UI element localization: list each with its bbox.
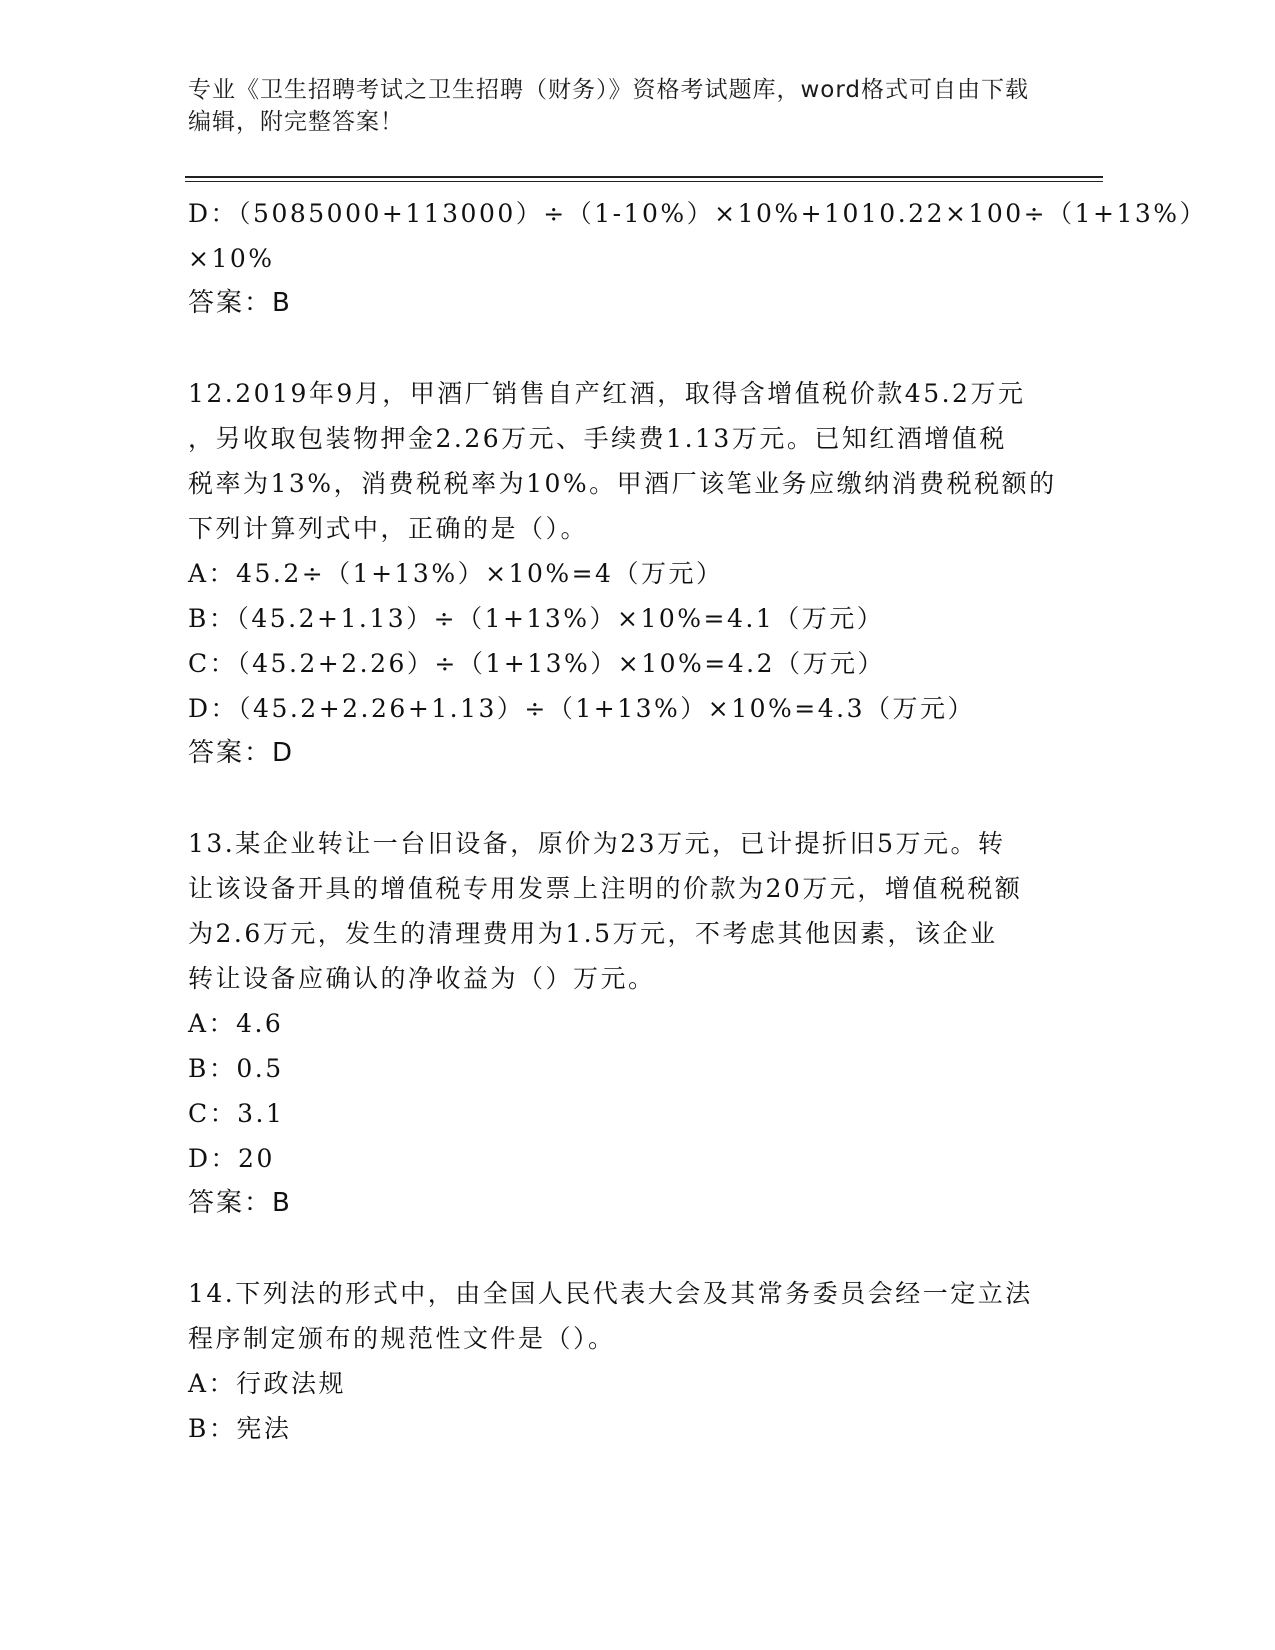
question-stem-line: 税率为13%，消费税税率为10%。甲酒厂该笔业务应缴纳消费税税额的	[188, 469, 1057, 498]
header-line-1: 专业《卫生招聘考试之卫生招聘（财务）》资格考试题库，word格式可自由下载	[188, 77, 1030, 103]
answer-line: 答案：D	[188, 738, 295, 768]
option-d: D：20	[188, 1144, 275, 1173]
option-d-continued: ×10%	[188, 244, 275, 273]
question-14	[188, 1271, 1068, 1451]
question-stem-line: 为2.6万元，发生的清理费用为1.5万元，不考虑其他因素，该企业	[188, 919, 998, 948]
option-c: C：（45.2+2.26）÷（1+13%）×10%=4.2（万元）	[188, 649, 885, 678]
question-stem-line: 程序制定颁布的规范性文件是（）。	[188, 1324, 616, 1353]
document-body	[188, 191, 1208, 1451]
option-d: D：（45.2+2.26+1.13）÷（1+13%）×10%=4.3（万元）	[188, 694, 976, 723]
question-stem-line: 12.2019年9月，甲酒厂销售自产红酒，取得含增值税价款45.2万元	[188, 379, 1026, 408]
question-stem-line: 14.下列法的形式中，由全国人民代表大会及其常务委员会经一定立法	[188, 1279, 1033, 1308]
header-divider-thin	[185, 181, 1103, 182]
option-b: B：宪法	[188, 1414, 292, 1443]
spacer	[188, 1226, 1068, 1271]
question-stem-line: 转让设备应确认的净收益为（）万元。	[188, 964, 656, 993]
question-13	[188, 821, 1068, 1226]
prev-question-tail	[188, 191, 1208, 326]
header-divider-thick	[185, 176, 1103, 178]
question-12	[188, 371, 1068, 776]
answer-line: 答案：B	[188, 288, 292, 318]
spacer	[188, 326, 1068, 371]
option-a: A：行政法规	[188, 1369, 347, 1398]
question-stem-line: 下列计算列式中，正确的是（）。	[188, 514, 589, 543]
document-header	[188, 74, 1088, 138]
answer-line: 答案：B	[188, 1188, 292, 1218]
question-stem-line: 让该设备开具的增值税专用发票上注明的价款为20万元，增值税税额	[188, 874, 1023, 903]
option-d: D：（5085000+113000）÷（1-10%）×10%+1010.22×100÷（1+13%）	[188, 199, 1208, 228]
option-a: A：4.6	[188, 1009, 284, 1038]
option-a: A：45.2÷（1+13%）×10%=4（万元）	[188, 559, 724, 588]
question-stem-line: 13.某企业转让一台旧设备，原价为23万元，已计提折旧5万元。转	[188, 829, 1006, 858]
spacer	[188, 776, 1068, 821]
option-b: B：（45.2+1.13）÷（1+13%）×10%=4.1（万元）	[188, 604, 885, 633]
header-line-2: 编辑，附完整答案！	[188, 109, 404, 135]
option-c: C：3.1	[188, 1099, 285, 1128]
question-stem-line: ，另收取包装物押金2.26万元、手续费1.13万元。已知红酒增值税	[188, 424, 1007, 453]
option-b: B：0.5	[188, 1054, 284, 1083]
